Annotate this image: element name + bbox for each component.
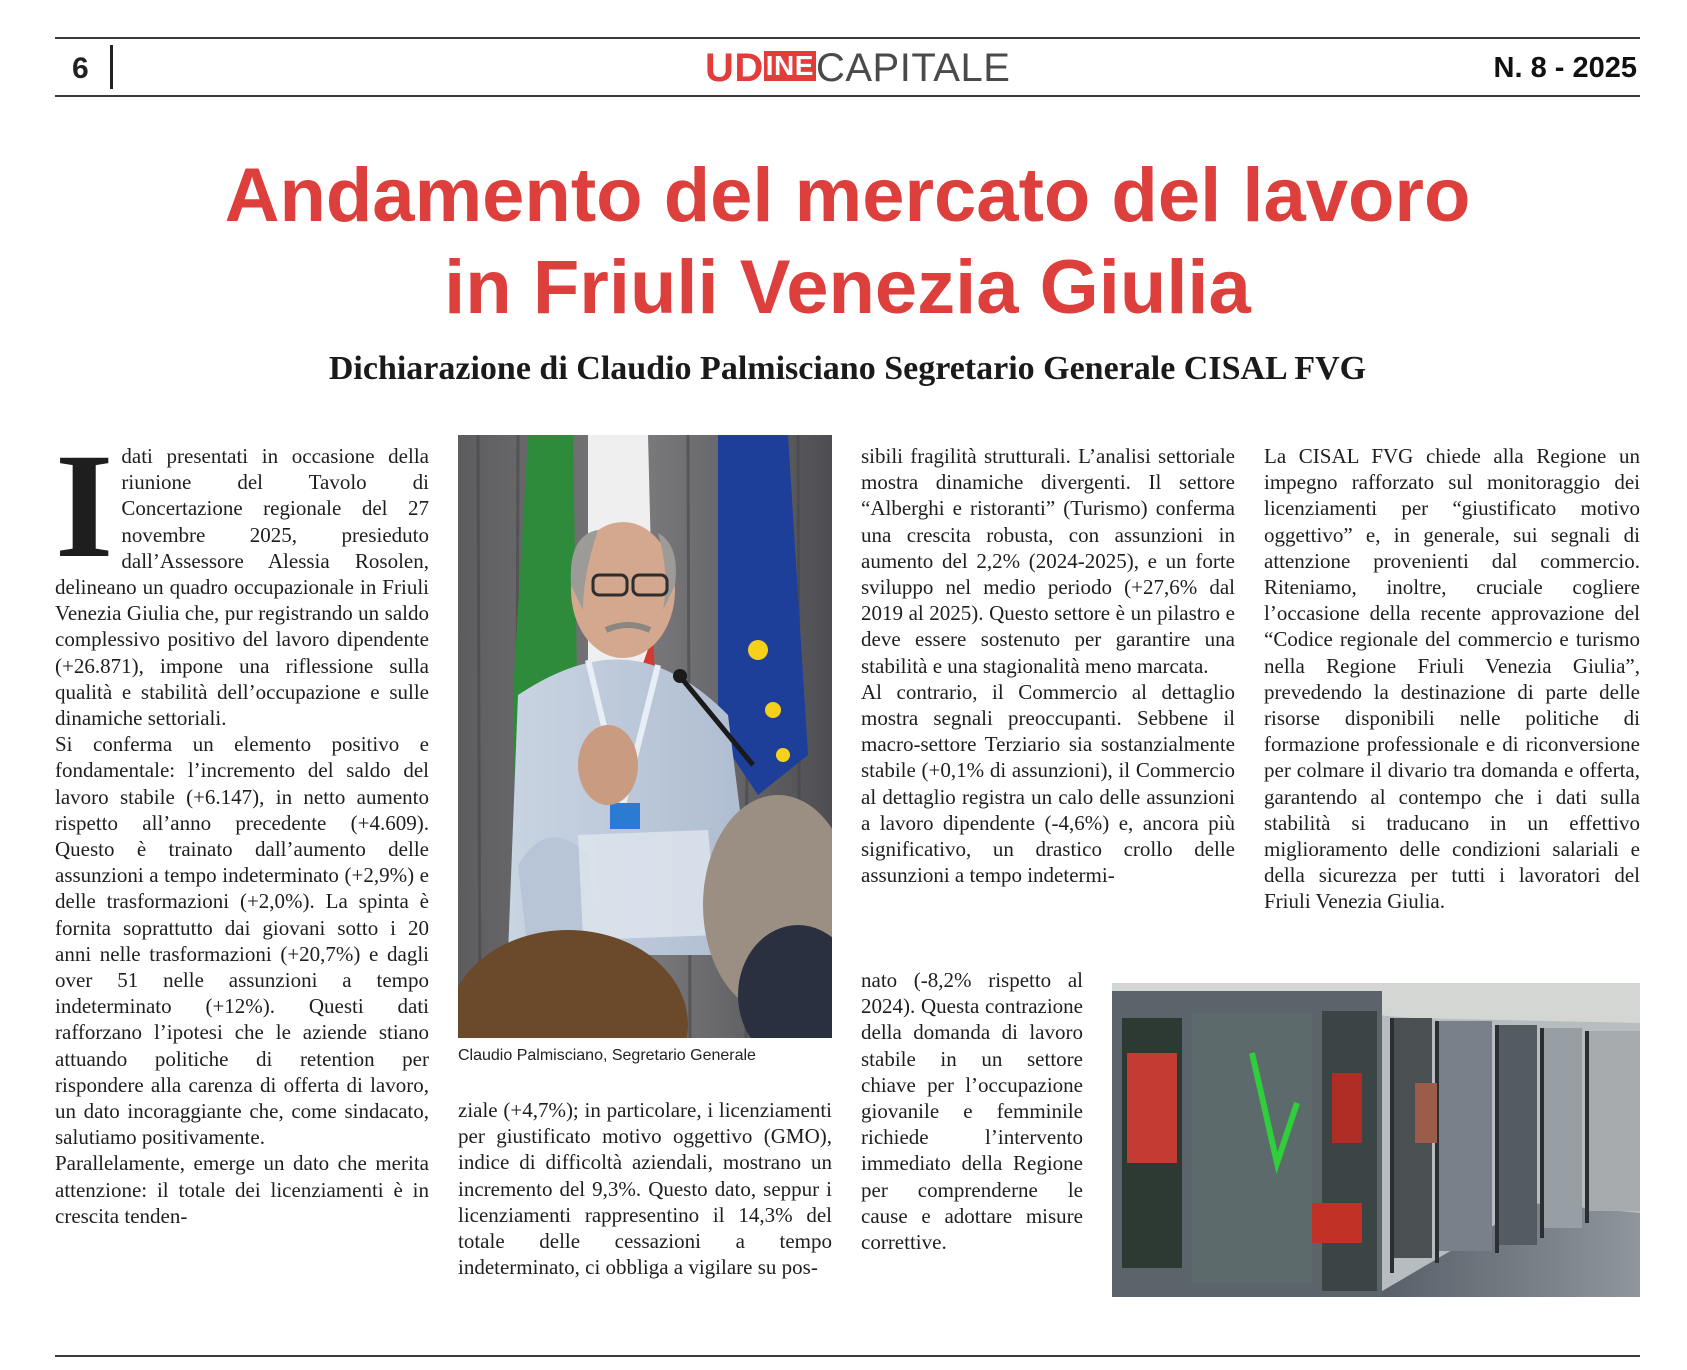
bottom-rule <box>55 1355 1640 1357</box>
logo-ud: UD <box>705 46 764 90</box>
storefront-photo-image <box>1112 983 1640 1297</box>
masthead-logo <box>705 44 1010 92</box>
col1-paragraph-2: Si conferma un elemento positivo e fondamentale: l’incremento del saldo del lavoro stabile (+6.147), in netto aumento rispetto all’anno precedente (+4.609). Questo è trainato dall’aumento delle assunzioni a tempo indeterminato (+2,9%) e delle trasformazioni (+2,0%). La spinta è fornita soprattutto dai giovani sotto i 20 anni nelle trasformazioni (+20,7%) e dagli over 51 nelle assunzioni a tempo indeterminato (+12%). Questi dati rafforzano l’ipotesi che le aziende stiano attuando politiche di retention per rispondere alla carenza di offerta di lavoro, un dato incoraggiante che, come sindacato, salutiamo positivamente. <box>55 732 429 1150</box>
page-number-separator <box>110 45 113 89</box>
logo-ine: INE <box>765 50 814 81</box>
top-rule <box>55 37 1640 39</box>
col3-paragraph-2: Al contrario, il Commercio al dettaglio mostra segnali preoccupanti. Sebbene il macro-settore Terziario sia sostanzialmente stabile (+0,1% di assunzioni), il Commercio al dettaglio registra un calo delle assunzioni a lavoro dipendente (-4,6%) e, ancora più significativo, un drastico crollo delle assunzioni a tempo indetermi- <box>861 679 1235 888</box>
page-number: 6 <box>72 52 89 85</box>
column-4 <box>1264 443 1640 915</box>
header-bottom-rule <box>55 95 1640 97</box>
column-3-narrow <box>861 967 1083 1255</box>
col1-paragraph-1: dati presentati in occasione della riunione del Tavolo di Concertazione regionale del 27 novembre 2025, presieduto dall’Assessore Alessia Rosolen, delineano un quadro occupazionale in Friuli Venezia Giulia che, pur registrando un saldo complessivo positivo del lavoro dipendente (+26.871), impone una riflessione sulla qualità e stabilità dell’occupazione e sulle dinamiche settoriali. <box>55 444 429 731</box>
article-subhead: Dichiarazione di Claudio Palmisciano Segretario Generale CISAL FVG <box>328 350 1367 387</box>
speaker-photo <box>458 435 832 1038</box>
column-3 <box>861 443 1235 888</box>
logo-capitale: CAPITALE <box>815 46 1011 90</box>
storefront-photo <box>1112 983 1640 1297</box>
col4-paragraph: La CISAL FVG chiede alla Regione un impegno rafforzato sul monitoraggio dei licenziamenti per “giustificato motivo oggettivo” e, in generale, sui segnali di attenzione provenienti dal commercio. Riteniamo, inoltre, cruciale cogliere l’occasione della recente approvazione del “Codice regionale del commercio e turismo nella Regione Friuli Venezia Giulia”, prevedendo la destinazione di parte delle risorse disponibili nelle politiche di formazione professionale e di riconversione per colmare il divario tra domanda e offerta, garantendo al contempo che i dati sulla stabilità si traducano in un effettivo miglioramento delle condizioni salariali e della sicurezza per tutti i lavoratori del Friuli Venezia Giulia. <box>1264 444 1640 914</box>
drop-cap: I <box>55 423 114 589</box>
article-headline <box>55 150 1640 334</box>
headline-line-1: Andamento del mercato del lavoro <box>224 153 1471 238</box>
column-1 <box>55 423 429 1229</box>
col3-paragraph-1: sibili fragilità strutturali. L’analisi settoriale mostra dinamiche divergenti. Il settore “Alberghi e ristoranti” (Turismo) conferma una crescita robusta, con assunzioni in aumento del 2,2% (2024-2025), e un forte sviluppo nel medio periodo (+27,6% dal 2019 al 2025). Questo settore è un pilastro e deve essere sostenuto per garantire una stabilità e una stagionalità meno marcata. <box>861 444 1235 678</box>
col2-paragraph: ziale (+4,7%); in particolare, i licenziamenti per giustificato motivo oggettivo (GMO), indice di difficoltà aziendali, mostrano un incremento del 9,3%. Questo dato, seppur i licenziamenti rappresentino il 14,3% del totale delle cessazioni a tempo indeterminato, ci obbliga a vigilare su pos- <box>458 1098 832 1280</box>
speaker-photo-image <box>458 435 832 1038</box>
col3-narrow-paragraph: nato (-8,2% rispetto al 2024). Questa contrazione della domanda di lavoro stabile in un settore chiave per l’occupazione giovanile e femminile richiede l’intervento immediato della Regione per comprenderne le cause e adottare misure correttive. <box>861 968 1083 1255</box>
col1-paragraph-3: Parallelamente, emerge un dato che merita attenzione: il totale dei licenziamenti è in crescita tenden- <box>55 1151 429 1228</box>
issue-number: N. 8 - 2025 <box>1493 52 1637 84</box>
headline-line-2: in Friuli Venezia Giulia <box>444 245 1251 330</box>
photo-caption: Claudio Palmisciano, Segretario Generale <box>458 1047 756 1064</box>
column-2 <box>458 1097 832 1280</box>
